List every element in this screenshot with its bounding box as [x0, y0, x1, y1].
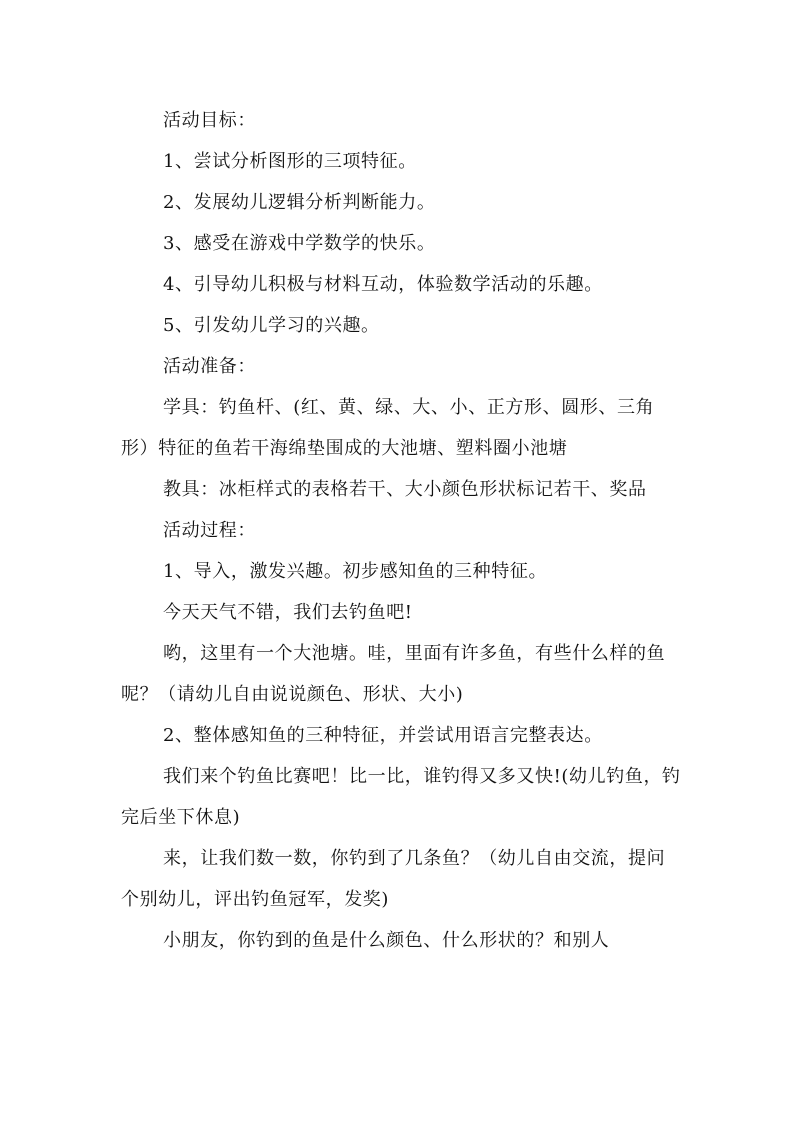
process-paragraph: 哟，这里有一个大池塘。哇，里面有许多鱼，有些什么样的鱼呢？（请幼儿自由说说颜色、形状、大小) — [121, 643, 666, 705]
goal-item-5: 5、引发幼儿学习的兴趣。 — [163, 315, 380, 336]
goal-item-2: 2、发展幼儿逻辑分析判断能力。 — [163, 192, 436, 213]
process-paragraph: 今天天气不错，我们去钓鱼吧! — [163, 602, 413, 623]
heading-activity-preparation: 活动准备： — [163, 356, 256, 377]
process-paragraph: 来，让我们数一数，你钓到了几条鱼？（幼儿自由交流，提问个别幼儿，评出钓鱼冠军，发奖) — [121, 848, 666, 910]
heading-activity-goals: 活动目标： — [163, 110, 256, 131]
preparation-learning-tools: 学具：钓鱼杆、(红、黄、绿、大、小、正方形、圆形、三角形）特征的鱼若干海绵垫围成的大池塘、塑料圈小池塘 — [121, 397, 655, 459]
preparation-teaching-tools: 教具：冰柜样式的表格若干、大小颜色形状标记若干、奖品 — [163, 479, 647, 500]
goal-item-4: 4、引导幼儿积极与材料互动，体验数学活动的乐趣。 — [163, 274, 603, 295]
process-step-1: 1、导入，激发兴趣。初步感知鱼的三种特征。 — [163, 561, 548, 582]
process-paragraph: 我们来个钓鱼比赛吧！比一比，谁钓得又多又快!(幼儿钓鱼，钓完后坐下休息) — [121, 766, 681, 828]
heading-activity-process: 活动过程： — [163, 520, 256, 541]
process-step-2: 2、整体感知鱼的三种特征，并尝试用语言完整表达。 — [163, 725, 603, 746]
goal-item-3: 3、感受在游戏中学数学的快乐。 — [163, 233, 436, 254]
goal-item-1: 1、尝试分析图形的三项特征。 — [163, 151, 417, 172]
process-paragraph: 小朋友，你钓到的鱼是什么颜色、什么形状的？和别人 — [163, 930, 610, 951]
document-body — [121, 100, 681, 961]
